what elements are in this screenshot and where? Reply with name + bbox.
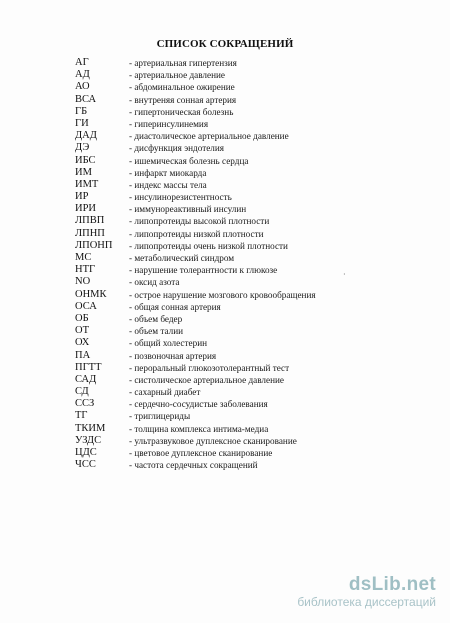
- abbreviation-term: НТГ: [75, 264, 96, 276]
- abbreviation-definition: - метаболический синдром: [129, 253, 235, 263]
- abbreviation-term: АО: [75, 81, 90, 93]
- abbreviation-definition: - общая сонная артерия: [129, 301, 221, 312]
- abbreviation-definition: - объем бедер: [129, 313, 183, 324]
- abbreviation-row: [75, 264, 415, 276]
- page-title: СПИСОК СОКРАЩЕНИЙ: [156, 38, 294, 50]
- abbreviation-definition: - триглицериды: [129, 411, 191, 422]
- abbreviation-term: ССЗ: [75, 398, 95, 410]
- abbreviation-definition: - гиперинсулинемия: [129, 118, 209, 129]
- abbreviation-row: [75, 325, 415, 337]
- abbreviation-row: [75, 301, 415, 313]
- abbreviation-row: [75, 57, 415, 69]
- abbreviation-row: [75, 228, 415, 240]
- abbreviation-definition: - оксид азота: [129, 277, 180, 288]
- abbreviation-row: [75, 435, 415, 447]
- abbreviation-term: ТКИМ: [75, 422, 106, 434]
- abbreviation-definition: - внутреняя сонная артерия: [129, 94, 237, 105]
- abbreviation-row: [75, 337, 415, 349]
- abbreviation-definition: - липопротеиды высокой плотности: [129, 216, 270, 227]
- abbreviation-term: ДАД: [75, 130, 97, 142]
- abbreviation-term: ОНМК: [75, 288, 107, 300]
- abbreviation-row: [75, 155, 415, 167]
- watermark-logo: dsLib.net: [348, 574, 436, 595]
- abbreviation-term: МС: [75, 252, 92, 263]
- abbreviation-definition: - систолическое артериальное давление: [129, 374, 285, 385]
- abbreviation-definition: - нарушение толерантности к глюкозе: [129, 265, 278, 276]
- abbreviation-row: [75, 118, 415, 130]
- abbreviation-row: [75, 423, 415, 435]
- watermark-subtitle: библиотека диссертаций: [297, 595, 436, 609]
- abbreviation-term: СД: [75, 386, 89, 398]
- abbreviation-term: ИБС: [75, 154, 96, 166]
- abbreviation-definition: - дисфункция эндотелия: [129, 143, 225, 154]
- abbreviation-definition: - индекс массы тела: [129, 179, 207, 190]
- abbreviation-row: [75, 240, 415, 252]
- abbreviation-definition: - ультразвуковое дуплексное сканирование: [129, 435, 297, 446]
- abbreviation-term: ТГ: [75, 410, 88, 422]
- abbreviation-term: ПГТТ: [75, 361, 102, 373]
- abbreviation-definition: - инфаркт миокарда: [129, 167, 207, 178]
- abbreviation-row: [75, 398, 415, 410]
- abbreviation-definition: - артериальная гипертензия: [129, 58, 237, 68]
- abbreviation-definition: - ишемическая болезнь сердца: [129, 155, 249, 166]
- abbreviation-term: АГ: [75, 57, 89, 68]
- abbreviation-row: [75, 203, 415, 215]
- abbreviation-term: САД: [75, 373, 97, 385]
- abbreviation-term: ОХ: [75, 337, 90, 349]
- abbreviation-row: [75, 69, 415, 81]
- abbreviation-term: ПА: [75, 349, 91, 361]
- abbreviation-definition: - позвоночная артерия: [129, 350, 217, 361]
- abbreviation-term: ЧСС: [75, 459, 96, 471]
- abbreviation-term: ИР: [75, 191, 89, 203]
- abbreviation-definition: - сахарный диабет: [129, 387, 201, 398]
- abbreviation-term: ЛПНП: [75, 227, 105, 239]
- abbreviation-definition: - липопротеиды очень низкой плотности: [129, 240, 288, 251]
- abbreviation-definition: - липопротеиды низкой плотности: [129, 228, 264, 239]
- abbreviation-row: [75, 130, 415, 142]
- watermark: [297, 575, 436, 609]
- abbreviation-definition: - частота сердечных сокращений: [129, 460, 258, 471]
- abbreviation-definition: - артериальное давление: [129, 70, 225, 81]
- abbreviation-term: ОТ: [75, 325, 89, 337]
- abbreviation-row: [75, 350, 415, 362]
- stray-mark: ·: [343, 270, 346, 279]
- abbreviation-term: ИРИ: [75, 203, 97, 215]
- abbreviation-row: [75, 179, 415, 191]
- abbreviation-definition: - инсулинорезистентность: [129, 192, 232, 203]
- abbreviation-row: [75, 374, 415, 386]
- abbreviation-term: ЦДС: [75, 447, 97, 458]
- abbreviation-definition: - острое нарушение мозгового кровообращения: [129, 289, 316, 300]
- abbreviation-definition: - гипертоническая болезнь: [129, 106, 234, 117]
- abbreviation-row: [75, 276, 415, 288]
- abbreviation-row: [75, 289, 415, 301]
- abbreviation-definition: - общий холестерин: [129, 338, 208, 349]
- abbreviation-row: [75, 215, 415, 227]
- abbreviation-definition: - объем талии: [129, 326, 184, 337]
- abbreviation-definition: - абдоминальное ожирение: [129, 82, 235, 93]
- abbreviation-term: NO: [75, 276, 91, 288]
- abbreviation-list: [75, 57, 415, 471]
- abbreviation-definition: - иммунореактивный инсулин: [129, 204, 247, 215]
- abbreviation-row: [75, 191, 415, 203]
- abbreviation-row: [75, 94, 415, 106]
- abbreviation-term: ДЭ: [75, 142, 90, 154]
- abbreviation-row: [75, 459, 415, 471]
- abbreviation-definition: - диастолическое артериальное давление: [129, 131, 289, 142]
- abbreviation-term: ЛПВП: [75, 215, 105, 227]
- abbreviation-term: ОСА: [75, 300, 97, 312]
- abbreviation-row: [75, 386, 415, 398]
- abbreviation-row: [75, 106, 415, 118]
- abbreviation-definition: - сердечно-сосудистые заболевания: [129, 399, 268, 410]
- abbreviation-term: ГБ: [75, 105, 88, 117]
- abbreviation-term: ГИ: [75, 117, 89, 129]
- abbreviation-term: ВСА: [75, 93, 97, 105]
- abbreviation-term: ИМ: [75, 166, 92, 178]
- abbreviation-term: УЗДС: [75, 434, 102, 446]
- abbreviation-term: ОБ: [75, 312, 89, 324]
- abbreviation-row: [75, 81, 415, 93]
- abbreviation-row: [75, 313, 415, 325]
- abbreviation-row: [75, 410, 415, 422]
- abbreviation-definition: - пероральный глюкозотолерантный тест: [129, 362, 290, 373]
- abbreviation-term: АД: [75, 69, 90, 81]
- abbreviation-row: [75, 142, 415, 154]
- abbreviation-row: [75, 447, 415, 459]
- abbreviation-definition: - толщина комплекса интима-медиа: [129, 423, 269, 434]
- abbreviation-term: ИМТ: [75, 178, 99, 190]
- abbreviation-row: [75, 167, 415, 179]
- abbreviation-definition: - цветовое дуплексное сканирование: [129, 448, 273, 458]
- abbreviation-row: [75, 252, 415, 264]
- abbreviation-row: [75, 362, 415, 374]
- abbreviation-term: ЛПОНП: [75, 239, 113, 251]
